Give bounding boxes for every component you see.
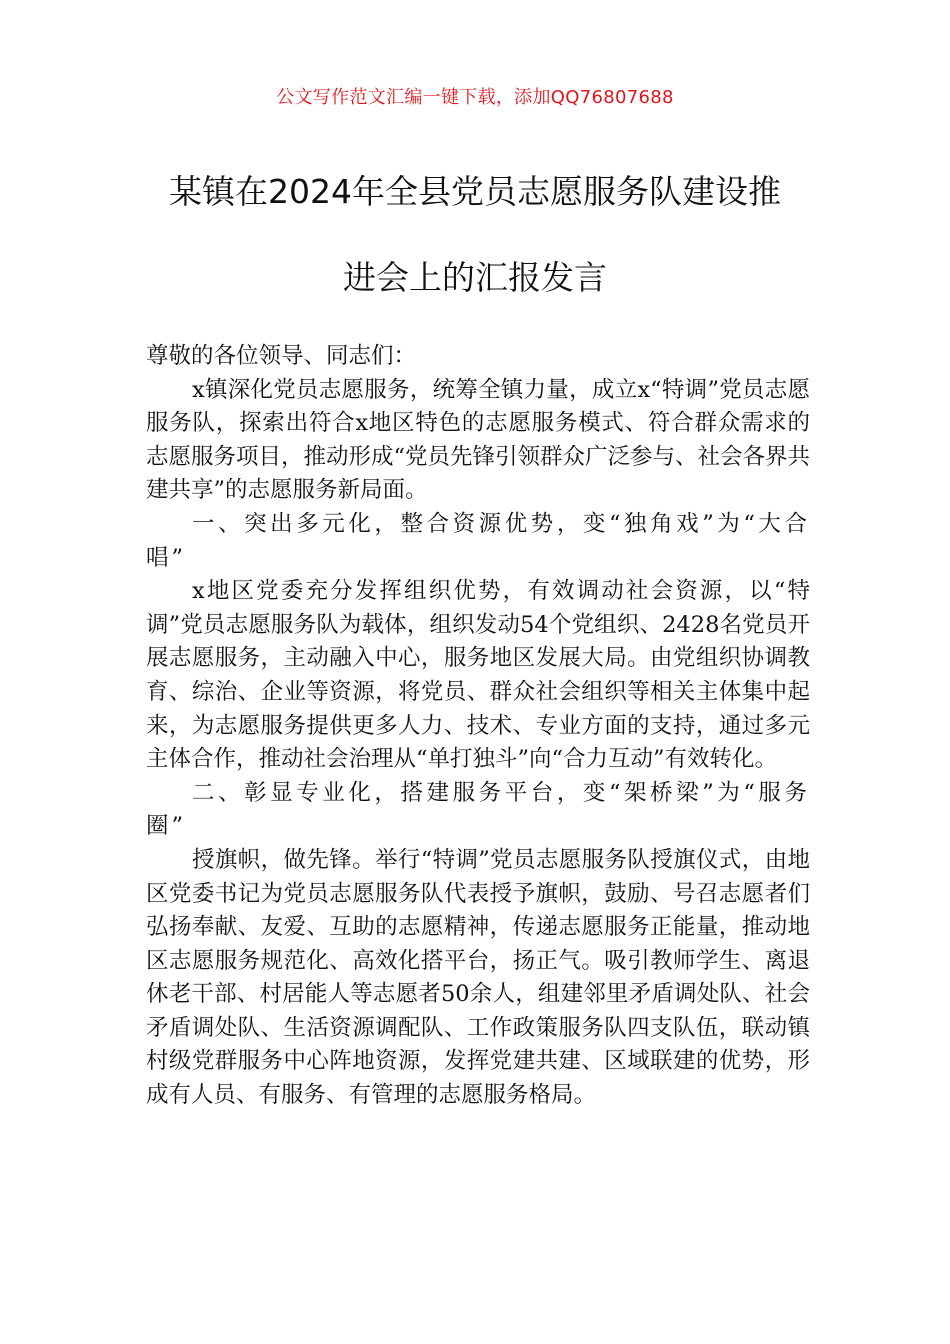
- document-body: [146, 340, 810, 1113]
- document-title: [110, 170, 840, 300]
- title-line-1: 某镇在2024年全县党员志愿服务队建设推: [169, 172, 781, 211]
- section-1-paragraph: x地区党委充分发挥组织优势，有效调动社会资源，以“特调”党员志愿服务队为载体，组织发动54个党组织、2428名党员开展志愿服务，主动融入中心，服务地区发展大局。由党组织协调教育、综治、企业等资源，将党员、群众社会组织等相关主体集中起来，为志愿服务提供更多人力、技术、专业方面的支持，通过多元主体合作，推动社会治理从“单打独斗”向“合力互动”有效转化。: [146, 578, 810, 773]
- salutation: 尊敬的各位领导、同志们：: [146, 343, 417, 369]
- download-promo-text: 公文写作范文汇编一键下载，添加QQ76807688: [276, 87, 674, 108]
- section-heading-2: 二、彰显专业化，搭建服务平台，变“架桥梁”为“服务圈”: [146, 779, 810, 840]
- section-2-paragraph: 授旗帜，做先锋。举行“特调”党员志愿服务队授旗仪式，由地区党委书记为党员志愿服务队代表授予旗帜，鼓励、号召志愿者们弘扬奉献、友爱、互助的志愿精神，传递志愿服务正能量，推动地区志愿服务规范化、高效化搭平台，扬正气。吸引教师学生、离退休老干部、村居能人等志愿者50余人，组建邻里矛盾调处队、社会矛盾调处队、生活资源调配队、工作政策服务队四支队伍，联动镇村级党群服务中心阵地资源，发挥党建共建、区域联建的优势，形成有人员、有服务、有管理的志愿服务格局。: [146, 846, 810, 1109]
- section-heading-1: 一、突出多元化，整合资源优势，变“独角戏”为“大合唱”: [146, 510, 810, 571]
- title-line-2: 进会上的汇报发言: [343, 258, 607, 297]
- intro-paragraph: x镇深化党员志愿服务，统筹全镇力量，成立x“特调”党员志愿服务队，探索出符合x地区特色的志愿服务模式、符合群众需求的志愿服务项目，推动形成“党员先锋引领群众广泛参与、社会各界共建共享”的志愿服务新局面。: [146, 376, 811, 504]
